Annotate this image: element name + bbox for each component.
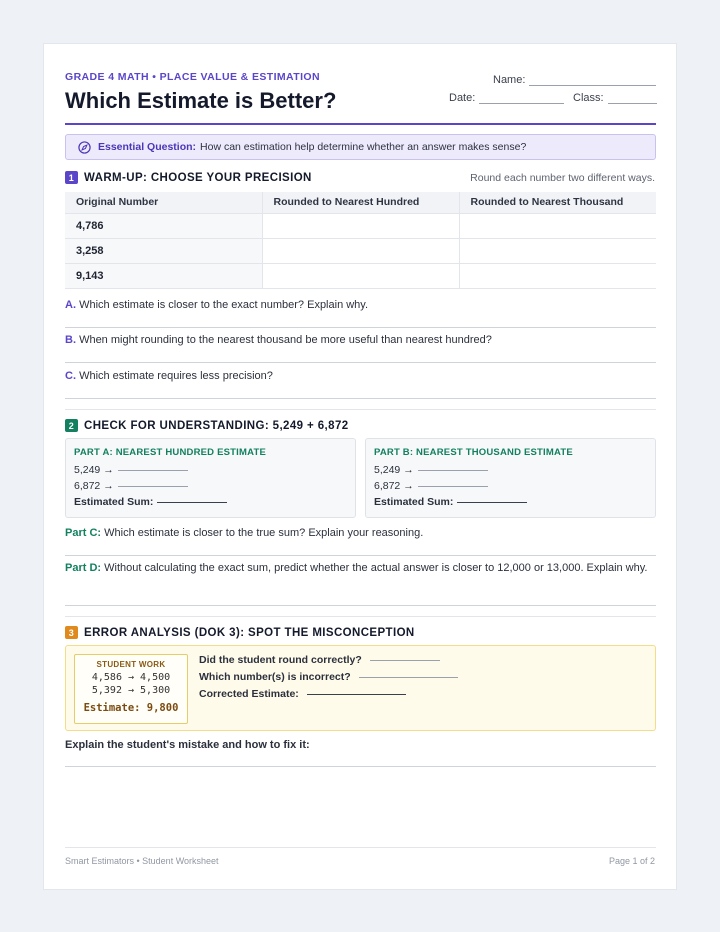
part-a-sum-label: Estimated Sum: (74, 496, 154, 508)
explain-prompt: Explain the student's mistake and how to fix it: (65, 739, 310, 751)
question-a (65, 298, 656, 312)
answer-line-c2[interactable] (65, 555, 656, 556)
error-analysis-box (65, 645, 656, 731)
thousand-answer-cell[interactable] (459, 238, 656, 263)
error-question-2 (199, 671, 458, 683)
class-label: Class: (573, 92, 604, 104)
error-answer-line-2[interactable] (359, 677, 458, 678)
original-number-cell: 4,786 (65, 213, 262, 238)
name-label: Name: (493, 74, 526, 86)
error-answer-line-1[interactable] (370, 660, 440, 661)
date-field[interactable] (449, 92, 564, 104)
page-number: Page 1 of 2 (608, 856, 655, 866)
student-estimate: Estimate: 9,800 (83, 702, 179, 714)
section-divider (65, 616, 656, 617)
grade-eyebrow: GRADE 4 MATH • PLACE VALUE & ESTIMATION (65, 71, 320, 83)
thousand-answer-cell[interactable] (459, 213, 656, 238)
date-line (479, 94, 564, 104)
part-b-sum-label: Estimated Sum: (374, 496, 454, 508)
table-row (65, 263, 656, 288)
part-c-label: Part C: (65, 527, 102, 539)
student-work-title: STUDENT WORK (96, 660, 166, 669)
question-a-text: Which estimate is closer to the exact number? Explain why. (79, 299, 369, 311)
corrected-estimate-line[interactable] (307, 694, 406, 695)
question-b-text: When might rounding to the nearest thousand be more useful than nearest hundred? (79, 334, 492, 346)
hundred-answer-cell[interactable] (262, 263, 459, 288)
question-b-label: B. (65, 334, 76, 346)
error-question-3 (199, 688, 406, 700)
part-d-label: Part D: (65, 562, 102, 574)
question-b (65, 333, 656, 347)
error-question-1 (199, 654, 440, 666)
question-c (65, 369, 656, 383)
question-c-label: C. (65, 370, 76, 382)
part-c-text: Which estimate is closer to the true sum? Explain your reasoning. (104, 527, 424, 539)
part-b-box (365, 438, 656, 518)
part-a-box (65, 438, 356, 518)
part-b-title: PART B: NEAREST THOUSAND ESTIMATE (374, 447, 573, 458)
part-b-sum-blank[interactable] (457, 502, 527, 503)
part-a-blank-1[interactable] (118, 470, 188, 471)
part-b-blank-1[interactable] (418, 470, 488, 471)
part-b-row-2 (374, 478, 647, 494)
col-nearest-hundred: Rounded to Nearest Hundred (262, 192, 459, 213)
error-question-2-text: Which number(s) is incorrect? (199, 671, 351, 683)
section-3-title: ERROR ANALYSIS (DOK 3): SPOT THE MISCONCEPTION (84, 626, 415, 639)
col-nearest-thousand: Rounded to Nearest Thousand (459, 192, 656, 213)
name-field[interactable] (493, 74, 656, 86)
part-a-sum-row (74, 494, 347, 510)
section-divider (65, 409, 656, 410)
section-2-number: 2 (65, 419, 78, 432)
section-2-title: CHECK FOR UNDERSTANDING: 5,249 + 6,872 (84, 419, 349, 432)
answer-line-d[interactable] (65, 605, 656, 606)
original-number-cell: 9,143 (65, 263, 262, 288)
part-a-row-2 (74, 478, 347, 494)
page-title: Which Estimate is Better? (65, 88, 337, 113)
name-line (529, 76, 656, 86)
footer-left: Smart Estimators • Student Worksheet (65, 856, 219, 866)
part-a-row-1 (74, 462, 347, 478)
title-divider (65, 123, 656, 125)
class-field[interactable] (573, 92, 657, 104)
answer-line-b[interactable] (65, 362, 656, 363)
compass-icon (78, 141, 91, 154)
hundred-answer-cell[interactable] (262, 238, 459, 263)
class-line (608, 94, 657, 104)
hundred-answer-cell[interactable] (262, 213, 459, 238)
worksheet-page (43, 43, 677, 890)
part-b-number-1: 5,249 → (374, 464, 414, 476)
essential-question-label: Essential Question: (98, 141, 197, 153)
part-a-blank-2[interactable] (118, 486, 188, 487)
section-1-title: WARM-UP: CHOOSE YOUR PRECISION (84, 171, 312, 184)
section-1-heading (65, 171, 312, 184)
section-1-instruction: Round each number two different ways. (470, 172, 655, 184)
part-b-row-1 (374, 462, 647, 478)
part-d-text: Without calculating the exact sum, predict whether the actual answer is closer to 12,000 or 13,000. Explain why. (104, 562, 648, 574)
part-a-title: PART A: NEAREST HUNDRED ESTIMATE (74, 447, 267, 458)
rounding-table (65, 192, 656, 289)
answer-line-c[interactable] (65, 398, 656, 399)
section-3-number: 3 (65, 626, 78, 639)
section-3-heading (65, 626, 415, 639)
date-label: Date: (449, 92, 476, 104)
part-a-number-2: 6,872 → (74, 480, 114, 492)
thousand-answer-cell[interactable] (459, 263, 656, 288)
explain-answer-line[interactable] (65, 766, 656, 767)
student-work-card (74, 654, 188, 724)
question-a-label: A. (65, 299, 76, 311)
original-number-cell: 3,258 (65, 238, 262, 263)
essential-question-box (65, 134, 656, 160)
answer-line-a[interactable] (65, 327, 656, 328)
part-b-sum-row (374, 494, 647, 510)
error-question-1-text: Did the student round correctly? (199, 654, 362, 666)
col-original-number: Original Number (65, 192, 262, 213)
error-question-3-text: Corrected Estimate: (199, 688, 299, 700)
essential-question-text: How can estimation help determine whether an answer makes sense? (200, 141, 527, 153)
part-b-number-2: 6,872 → (374, 480, 414, 492)
table-row (65, 213, 656, 238)
section-1-number: 1 (65, 171, 78, 184)
student-work-line-2: 5,392 → 5,300 (91, 685, 171, 696)
part-a-sum-blank[interactable] (157, 502, 227, 503)
table-row (65, 238, 656, 263)
section-2-heading (65, 419, 349, 432)
part-c-question (65, 526, 656, 540)
part-d-question (65, 561, 656, 575)
footer-divider (65, 847, 656, 848)
part-b-blank-2[interactable] (418, 486, 488, 487)
question-c-text: Which estimate requires less precision? (79, 370, 273, 382)
part-a-number-1: 5,249 → (74, 464, 114, 476)
student-work-line-1: 4,586 → 4,500 (91, 672, 171, 683)
